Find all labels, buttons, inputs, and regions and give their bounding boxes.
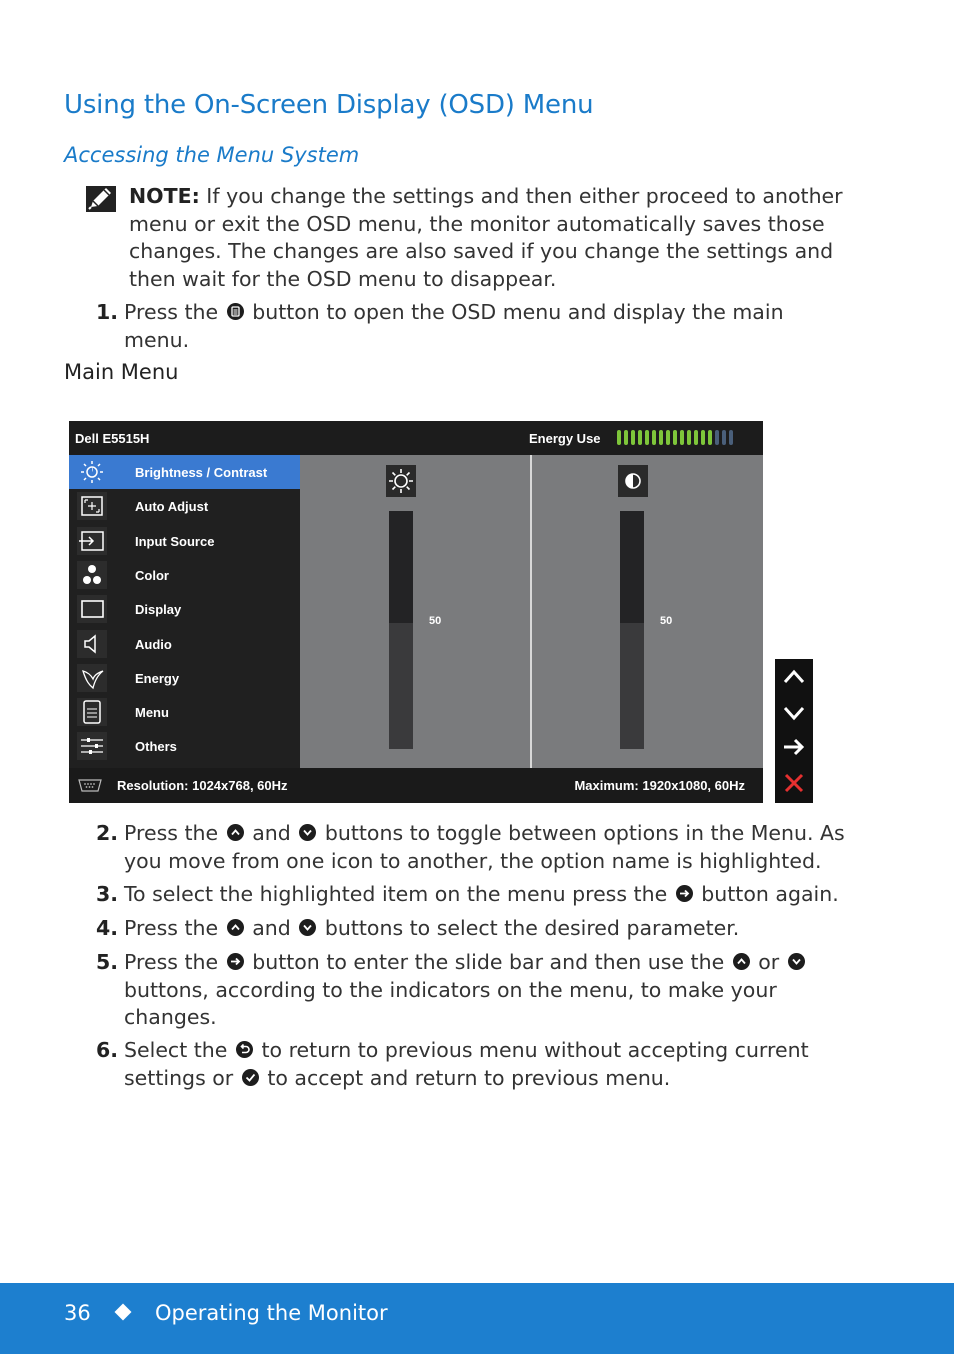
checkmark-button-icon [242,1069,259,1086]
step-text: buttons to toggle between options in the Menu. As you move from one icon to another, the option name is highlighted. [124,821,845,873]
enter-button[interactable] [775,729,813,765]
step-text: Press the [124,950,219,974]
step-text: to accept and return to previous menu. [267,1065,671,1090]
contrast-panel [532,455,763,768]
step-text: button to enter the slide bar and then use the [252,950,725,974]
auto-adjust-icon [77,492,107,520]
chevron-up-icon [782,665,806,689]
menu-icon [77,698,107,726]
osd-menu-item-label: Color [135,568,169,583]
arrow-right-icon [782,735,806,759]
back-button-icon [236,1041,253,1058]
contrast-value: 50 [660,615,673,627]
exit-button[interactable] [775,765,813,801]
step-number: 5. [96,950,119,974]
osd-main-menu [69,421,763,803]
brightness-icon [386,465,416,497]
up-button-icon [227,824,244,841]
osd-header [69,421,763,455]
close-icon [782,771,806,795]
osd-menu-item-label: Energy [135,671,180,686]
color-icon [77,561,107,589]
step-text: Press the [124,300,219,324]
osd-menu-item-energy[interactable] [69,661,300,695]
osd-button-strip [775,659,813,803]
step-text: button again. [701,882,839,906]
note-text: If you change the settings and then either proceed to another menu or exit the OSD menu, the monitor automatically saves those changes. The changes are also saved if you change the settings and then wait for the OSD menu to disappear. [129,184,843,291]
step-text: buttons to select the desired parameter. [324,916,740,940]
osd-menu-item-label: Audio [135,637,172,652]
osd-menu-item-others[interactable] [69,729,300,763]
others-icon [77,732,107,760]
step-text: Press the [124,916,219,940]
osd-menu-list [69,455,300,768]
menu-button-icon [227,303,244,320]
down-button[interactable] [775,695,813,731]
osd-footer [69,768,763,803]
osd-menu-item-display[interactable] [69,592,300,626]
step-text: button to open the OSD menu and display the main menu. [124,300,784,352]
page-footer [0,1283,954,1354]
note-paragraph [129,183,869,293]
display-icon [77,595,107,623]
contrast-icon [618,465,648,497]
up-button-icon [227,919,244,936]
section-subheading: Accessing the Menu System [64,143,360,167]
energy-icon [77,664,107,692]
energy-bar-segment [659,430,663,445]
enter-button-icon [676,885,693,902]
chevron-down-icon [782,701,806,725]
osd-menu-item-menu[interactable] [69,695,300,729]
step-text: and [252,821,291,845]
down-button-icon [299,919,316,936]
osd-menu-item-label: Brightness / Contrast [135,465,268,480]
page-heading: Using the On-Screen Display (OSD) Menu [64,90,594,120]
step-text: buttons, according to the indicators on the menu, to make your changes. [124,977,777,1029]
step-text: and [252,916,291,940]
up-button-icon [733,953,750,970]
step-text: or [758,950,780,974]
diamond-separator-icon [115,1304,132,1321]
osd-menu-item-auto-adjust[interactable] [69,489,300,523]
section-title: Operating the Monitor [155,1301,388,1325]
current-resolution: Resolution: 1024x768, 60Hz [117,778,288,793]
step-text: to return to previous menu without accepting current settings or [124,1038,809,1090]
energy-bar-segment [617,430,621,445]
page-number: 36 [64,1301,91,1325]
osd-menu-item-label: Display [135,602,182,617]
energy-bar-segment [673,430,677,445]
step-text: Press the [124,821,219,845]
energy-bar-segment [701,430,705,445]
osd-menu-item-audio[interactable] [69,627,300,661]
energy-bar-segment [680,430,684,445]
energy-bar-segment [645,430,649,445]
down-button-icon [788,953,805,970]
energy-bar-segment [638,430,642,445]
main-menu-caption: Main Menu [64,360,179,384]
energy-bar-segment [729,430,733,445]
brightness-icon [77,458,107,486]
energy-bar-segment [722,430,726,445]
brightness-value: 50 [429,615,442,627]
enter-button-icon [227,953,244,970]
pencil-note-icon [86,186,116,212]
osd-menu-item-color[interactable] [69,558,300,592]
energy-bar-segment [624,430,628,445]
up-button[interactable] [775,659,813,695]
step-text: To select the highlighted item on the menu press the [124,882,668,906]
energy-bar-segment [687,430,691,445]
osd-menu-item-label: Others [135,739,177,754]
energy-bar-segment [652,430,656,445]
monitor-model: Dell E5515H [75,431,150,446]
vga-connector-icon [77,779,103,792]
step-number: 1. [96,300,119,324]
contrast-slider[interactable] [620,511,644,749]
step-number: 4. [96,916,119,940]
step-number: 6. [96,1038,119,1062]
note-label: NOTE: [129,184,200,208]
brightness-panel [300,455,531,768]
step-number: 2. [96,821,119,845]
energy-bar-segment [666,430,670,445]
energy-bar-segment [715,430,719,445]
maximum-resolution: Maximum: 1920x1080, 60Hz [574,778,745,793]
input-source-icon [77,527,107,555]
energy-bar-segment [631,430,635,445]
osd-menu-item-label: Auto Adjust [135,499,209,514]
audio-icon [77,630,107,658]
brightness-slider[interactable] [389,511,413,749]
energy-bar-segment [694,430,698,445]
step-text: Select the [124,1038,228,1062]
osd-menu-item-brightness-contrast[interactable] [69,455,300,489]
osd-menu-item-label: Input Source [135,534,215,549]
osd-menu-item-input-source[interactable] [69,524,300,558]
osd-menu-item-label: Menu [135,705,169,720]
down-button-icon [299,824,316,841]
energy-bar-segment [708,430,712,445]
step-number: 3. [96,882,119,906]
energy-use-label: Energy Use [529,431,601,446]
